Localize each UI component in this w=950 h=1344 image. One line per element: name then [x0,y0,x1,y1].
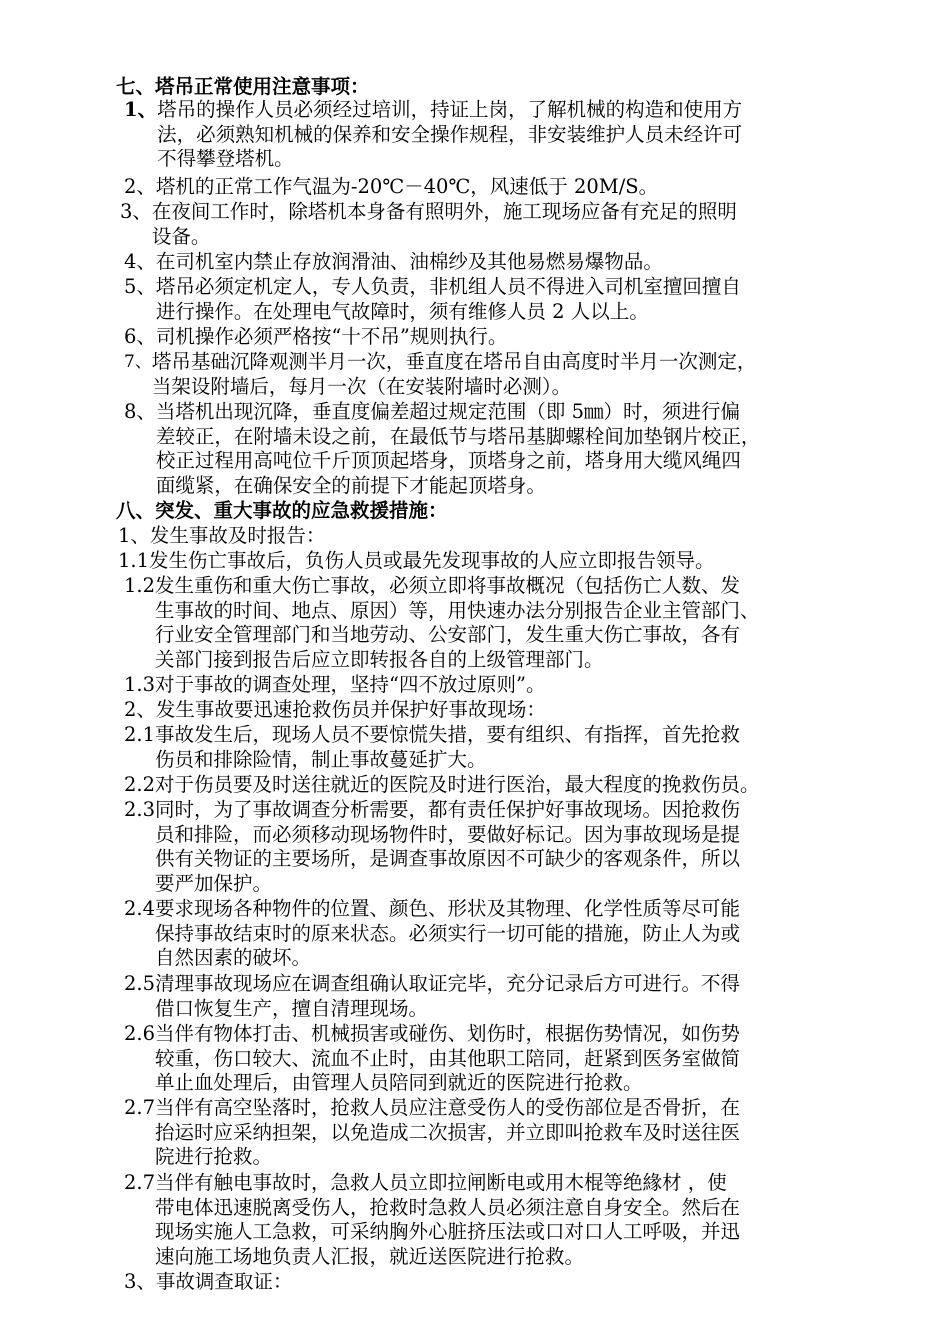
section-8-item-1-1 [118,549,715,574]
item-number: 7、 [124,352,152,372]
item-text: 在司机室内禁止存放润滑油、油棉纱及其他易燃易爆物品。 [155,250,663,273]
item-text: 发生重伤和重大伤亡事故，必须立即将事故概况（包括伤亡人数、发 生事故的时间、地点、原因）等，用快速办法分别报告企业主管部门、 行业安全管理部门和当地劳动、公安部门，发生重大伤亡事故，各有 关部门接到报告后应立即转报各自的上级管理部门。 [155,574,760,672]
section-7-item-2 [124,175,658,200]
section-7-item-1 [124,98,742,172]
item-text: 当伴有物体打击、机械损害或碰伤、划伤时，根据伤势情况，如伤势 较重，伤口较大、流血不止时，由其他职工陪同，赶紧到医务室做简 单止血处理后，由管理人员陪同到就近的医院进行抢救。 [155,1022,741,1095]
item-number: 8、 [124,400,156,423]
item-number: 5、 [124,275,156,298]
section-8-item-2-7-b [124,1171,740,1270]
item-number: 1、 [118,524,150,547]
item-number: 1.3 [124,673,156,696]
item-text: 发生伤亡事故后，负伤人员或最先发现事故的人应立即报告领导。 [149,549,715,572]
section-7-item-6 [124,325,507,350]
section-8-item-2-6 [124,1022,740,1096]
section-8-item-3 [124,1270,292,1295]
item-text: 司机操作必须严格按“十不吊”规则执行。 [155,325,508,348]
item-number: 2.7 [124,1171,156,1194]
item-number: 3、 [124,1270,156,1293]
section-7-item-8 [124,400,760,499]
item-text: 对于伤员要及时送往就近的医院及时进行医治，最大程度的挽救伤员。 [155,773,760,796]
item-number: 1.2 [124,574,156,597]
item-text: 发生事故及时报告： [149,524,326,547]
item-text: 塔机的正常工作气温为-20℃－40℃，风速低于 20M/S。 [155,175,659,198]
item-number: 2.7 [124,1096,156,1119]
section-7-item-4 [124,250,663,275]
item-number: 1.1 [118,549,150,572]
section-8-item-2-1 [124,723,740,772]
section-7-heading: 七、塔吊正常使用注意事项： [116,75,370,98]
item-text: 同时，为了事故调查分析需要，都有责任保护好事故现场。因抢救伤 员和排险，而必须移动现场物件时，要做好标记。因为事故现场是提 供有关物证的主要场所，是调查事故原因不可缺少的客观条件，所以 要严加保护。 [155,798,741,896]
item-number: 2.4 [124,897,156,920]
item-text: 塔吊的操作人员必须经过培训，持证上岗，了解机械的构造和使用方 法，必须熟知机械的保养和安全操作规程，非安装维护人员未经许可 不得攀登塔机。 [157,98,743,171]
item-number: 6、 [124,325,156,348]
item-text: 清理事故现场应在调查组确认取证完毕，充分记录后方可进行。不得 借口恢复生产，擅自清理现场。 [155,972,741,1020]
item-number: 3、 [120,200,152,223]
item-number: 2.6 [124,1022,156,1045]
section-8-item-2-5 [124,972,740,1021]
item-number: 2.2 [124,773,156,796]
item-text: 发生事故要迅速抢救伤员并保护好事故现场： [155,698,546,721]
section-8-item-2-2 [124,773,760,798]
item-text: 塔吊必须定机定人，专人负责，非机组人员不得进入司机室擅回擅自 进行操作。在处理电气故障时，须有维修人员 2 人以上。 [155,275,741,323]
section-8-item-2-7-a [124,1096,740,1170]
item-text: 当伴有高空坠落时，抢救人员应注意受伤人的受伤部位是否骨折，在 抬运时应采纳担架，以免造成二次损害，并立即叫抢救车及时送往医 院进行抢救。 [155,1096,741,1169]
section-8-item-1-2 [124,574,760,673]
section-8-item-2-3 [124,798,740,897]
item-text: 对于事故的调查处理，坚持“四不放过原则”。 [155,673,546,696]
section-8-item-1 [118,524,325,549]
section-7-item-3 [120,200,737,249]
item-text: 塔吊基础沉降观测半月一次，垂直度在塔吊自由高度时半月一次测定， 当架设附墙后，每月一次（在安装附墙时必测）。 [151,350,757,398]
item-number: 2、 [124,175,156,198]
item-number: 2.1 [124,723,156,746]
item-text: 事故调查取证： [155,1270,293,1293]
item-text: 要求现场各种物件的位置、颜色、形状及其物理、化学性质等尽可能 保持事故结束时的原来状态。必须实行一切可能的措施，防止人为或 自然因素的破坏。 [155,897,741,970]
section-8-heading: 八、突发、重大事故的应急救援措施： [116,499,448,522]
item-text: 事故发生后，现场人员不要惊慌失措，要有组织、有指挥，首先抢救 伤员和排除险情，制止事故蔓延扩大。 [155,723,741,771]
item-number: 2.5 [124,972,156,995]
item-number: 2、 [124,698,156,721]
item-number: 2.3 [124,798,156,821]
item-number: 1、 [124,98,158,121]
item-number: 4、 [124,250,156,273]
section-8-item-2 [124,698,546,723]
item-text: 当伴有触电事故时，急救人员立即拉闸断电或用木棍等绝緣材 ，使 带电体迅速脱离受伤人，抢救时急救人员必须注意自身安全。然后在 现场实施人工急救，可采纳胸外心脏挤压法或口对口人工呼吸，并迅 速向施工场地负责人汇报，就近送医院进行抢救。 [155,1171,741,1269]
section-8-item-2-4 [124,897,740,971]
item-text: 当塔机出现沉降，垂直度偏差超过规定范围（即 5㎜）时，须进行偏 差较正，在附墙未设之前，在最低节与塔吊基脚螺栓间加垫钢片校正， 校正过程用高吨位千斤顶顶起塔身，顶塔身之前，塔身用大缆风绳四 面缆紧，在确保安全的前提下才能起顶塔身。 [155,400,761,498]
section-8-item-1-3 [124,673,545,698]
section-7-item-7 [124,350,756,399]
section-7-item-5 [124,275,741,324]
item-text: 在夜间工作时，除塔机本身备有照明外，施工现场应备有充足的照明 设备。 [151,200,737,248]
